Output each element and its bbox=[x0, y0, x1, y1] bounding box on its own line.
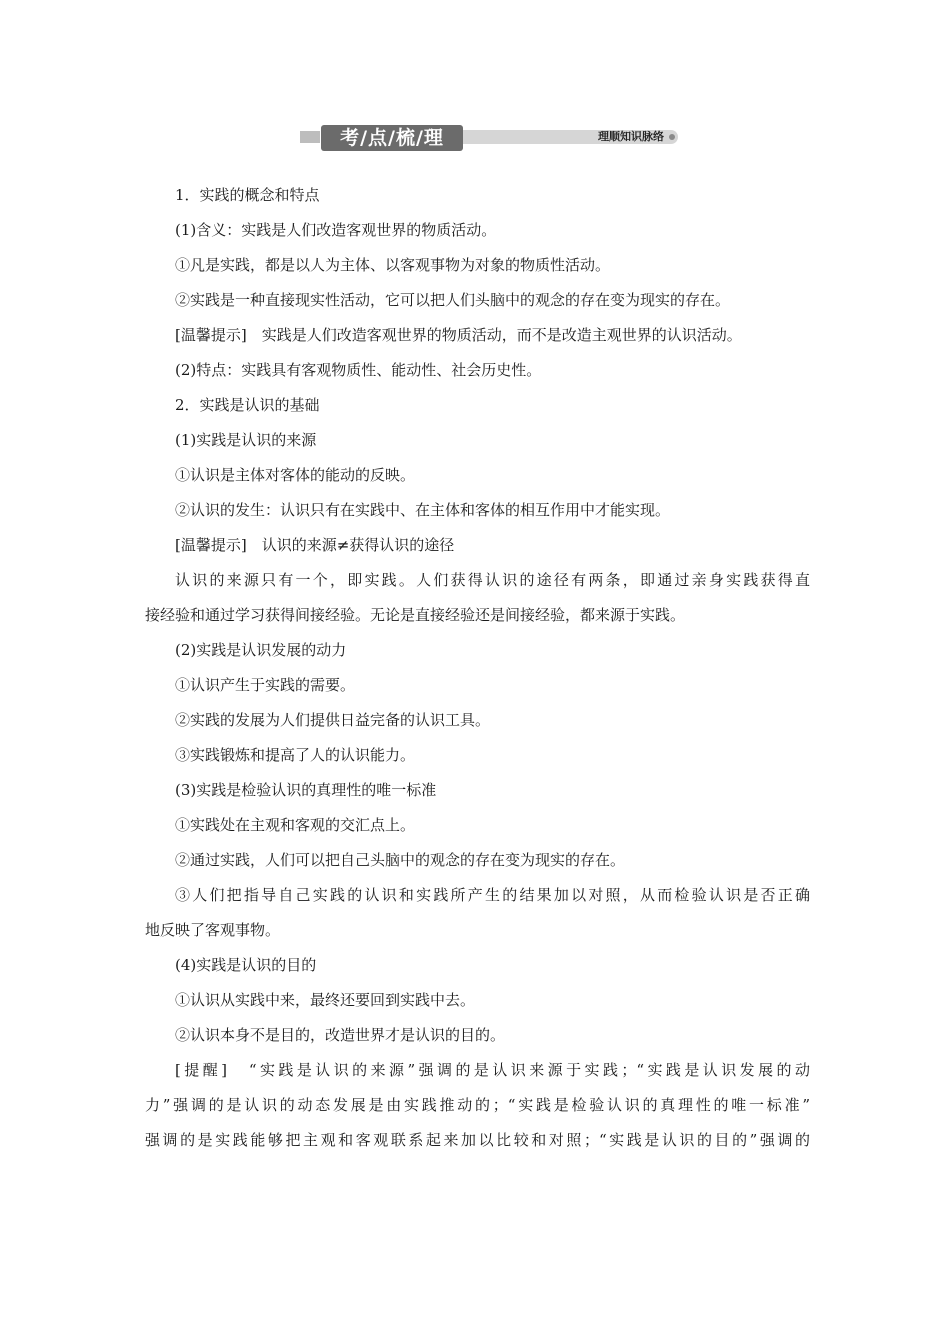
paragraph: ①实践处在主观和客观的交汇点上。 bbox=[175, 816, 416, 834]
banner-subtitle: 理顺知识脉络 bbox=[598, 130, 664, 143]
paragraph: ①凡是实践，都是以人为主体、以客观事物为对象的物质性活动。 bbox=[175, 256, 611, 274]
banner-lead-bar bbox=[300, 131, 320, 143]
paragraph-continuation: 力”强调的是认识的动态发展是由实践推动的；“实践是检验认识的真理性的唯一标准” bbox=[145, 1096, 810, 1114]
paragraph: ①认识从实践中来，最终还要回到实践中去。 bbox=[175, 991, 476, 1009]
paragraph-continuation: 接经验和通过学习获得间接经验。无论是直接经验还是间接经验，都来源于实践。 bbox=[145, 606, 686, 624]
banner-subtitle-bar bbox=[463, 130, 678, 144]
section-heading: 2．实践是认识的基础 bbox=[175, 396, 320, 414]
paragraph: ①认识是主体对客体的能动的反映。 bbox=[175, 466, 416, 484]
reminder-paragraph: [提醒] “实践是认识的来源”强调的是认识来源于实践；“实践是认识发展的动 bbox=[175, 1061, 810, 1079]
subheading: (4)实践是认识的目的 bbox=[175, 956, 317, 974]
section-banner bbox=[300, 125, 684, 151]
paragraph: ③实践锻炼和提高了人的认识能力。 bbox=[175, 746, 416, 764]
tip-paragraph: [温馨提示] 认识的来源≠获得认识的途径 bbox=[175, 536, 455, 554]
paragraph: (2)特点：实践具有客观物质性、能动性、社会历史性。 bbox=[175, 361, 542, 379]
section-heading: 1．实践的概念和特点 bbox=[175, 186, 320, 204]
paragraph: ②实践是一种直接现实性活动，它可以把人们头脑中的观念的存在变为现实的存在。 bbox=[175, 291, 731, 309]
paragraph: ②通过实践，人们可以把自己头脑中的观念的存在变为现实的存在。 bbox=[175, 851, 626, 869]
tip-paragraph: [温馨提示] 实践是人们改造客观世界的物质活动，而不是改造主观世界的认识活动。 bbox=[175, 326, 742, 344]
paragraph-continuation: 强调的是实践能够把主观和客观联系起来加以比较和对照；“实践是认识的目的”强调的 bbox=[145, 1131, 810, 1149]
paragraph: ①认识产生于实践的需要。 bbox=[175, 676, 356, 694]
paragraph: ②实践的发展为人们提供日益完备的认识工具。 bbox=[175, 711, 491, 729]
subheading: (3)实践是检验认识的真理性的唯一标准 bbox=[175, 781, 437, 799]
bullet-dot-icon bbox=[669, 134, 675, 140]
subheading: (2)实践是认识发展的动力 bbox=[175, 641, 347, 659]
paragraph: (1)含义：实践是人们改造客观世界的物质活动。 bbox=[175, 221, 497, 239]
paragraph: ③人们把指导自己实践的认识和实践所产生的结果加以对照，从而检验认识是否正确 bbox=[175, 886, 810, 904]
paragraph: ②认识本身不是目的，改造世界才是认识的目的。 bbox=[175, 1026, 506, 1044]
subheading: (1)实践是认识的来源 bbox=[175, 431, 317, 449]
paragraph-continuation: 地反映了客观事物。 bbox=[145, 921, 281, 939]
paragraph: 认识的来源只有一个，即实践。人们获得认识的途径有两条，即通过亲身实践获得直 bbox=[175, 571, 810, 589]
paragraph: ②认识的发生：认识只有在实践中、在主体和客体的相互作用中才能实现。 bbox=[175, 501, 671, 519]
document-body bbox=[145, 178, 810, 1158]
banner-title: 考/点/梳/理 bbox=[321, 125, 463, 151]
